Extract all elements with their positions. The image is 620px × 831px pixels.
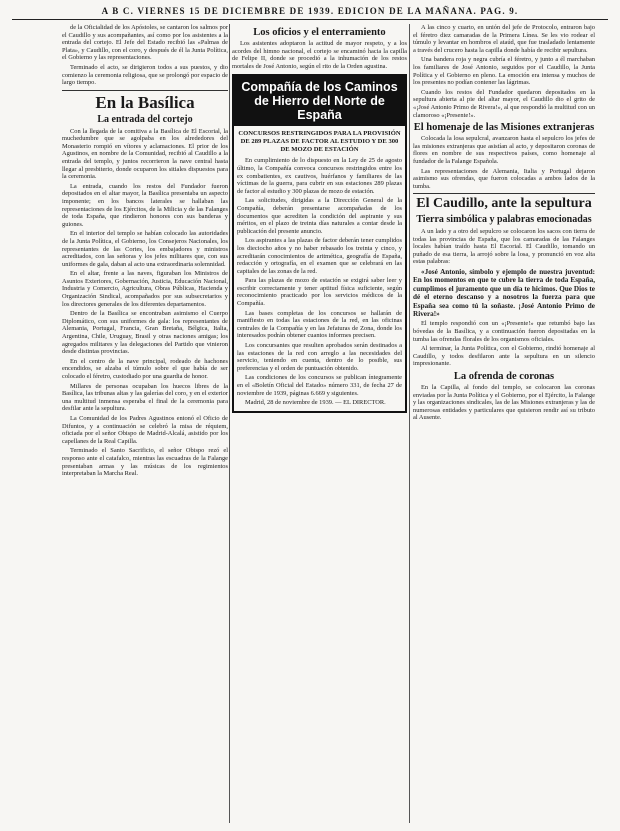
article-paragraph: Terminado el Santo Sacrificio, el señor Obispo rezó el responso ante el catafalco, mientras las escuadras de la Falange presentaban armas y las músicas de los regimientos interpretaban la Marcha Real. bbox=[62, 447, 228, 478]
advertisement-paragraph: Para las plazas de mozo de estación se exigirá saber leer y escribir correctamente y tener aptitud física suficiente, según reconocimiento practicado por los servicios médicos de la Compañía. bbox=[237, 277, 402, 308]
advertisement-paragraph: Las solicitudes, dirigidas a la Dirección General de la Compañía, deberán presentarse acompañadas de los documentos que acrediten la condición del aspirante y sus méritos, en el plazo de treinta días naturales a contar desde la publicación del presente anuncio. bbox=[237, 197, 402, 235]
advertisement-body bbox=[234, 126, 405, 410]
advertisement-paragraph: Las condiciones de los concursos se publican íntegramente en el «Boletín Oficial del Estado» número 331, de fecha 27 de noviembre de 1939, páginas 6.669 y siguientes. bbox=[237, 374, 402, 397]
advertisement-lead: CONCURSOS RESTRINGIDOS PARA LA PROVISIÓN DE 289 PLAZAS DE FACTOR AL ESTUDIO Y DE 300 DE MOZO DE ESTACIÓN bbox=[238, 130, 401, 154]
article-paragraph: Al terminar, la Junta Política, con el Gobierno, rindió homenaje al Caudillo, y todos desfilaron ante la sepultura en un silencio impresionante. bbox=[413, 345, 595, 368]
section-divider bbox=[62, 90, 228, 91]
article-paragraph: En el interior del templo se habían colocado las autoridades de la Junta Política, el Gobierno, los Consejeros Nacionales, los representantes de las Cortes, los embajadores y ministros acreditados, con las señoras y los jefes militares que, con sus uniformes de gala, daban al acto una extraordinaria solemnidad. bbox=[62, 230, 228, 268]
article-paragraph: Terminado el acto, se dirigieron todos a sus puestos, y dio comienzo la ceremonia religiosa, que se prolongó por espacio de largo tiempo. bbox=[62, 63, 228, 87]
article-paragraph: La Comunidad de los Padres Agustinos entonó el Oficio de Difuntos, y a continuación se celebró la misa de réquiem, oficiada por el señor Obispo de Madrid-Alcalá, asistido por los capellanes de la Real Capilla. bbox=[62, 414, 228, 445]
article-paragraph: En el centro de la nave principal, rodeado de hachones encendidos, se alzaba el túmulo sobre el que había de ser colocado el féretro, custodiado por una guardia de honor. bbox=[62, 357, 228, 380]
article-paragraph: A un lado y a otro del sepulcro se colocaron los sacos con tierra de todas las provincias de España, que los camaradas de las Falanges locales habían traído hasta El Escorial. El Caudillo, tomando un puñado de esa tierra, la arrojó sobre la losa, y pronunció en voz alta estas palabras: bbox=[413, 227, 595, 266]
column-left bbox=[62, 24, 228, 823]
article-paragraph: Dentro de la Basílica se encontraban asimismo el Cuerpo Diplomático, con sus uniformes de gala: los representantes de Alemania, Portugal, Francia, Gran Bretaña, Bélgica, Italia, Argentina, Chile, Uruguay, Brasil y otras naciones amigas; los agregados militares y las delegaciones del Partido que vinieron desde distintas provincias. bbox=[62, 310, 228, 356]
article-paragraph: Con la llegada de la comitiva a la Basílica de El Escorial, la muchedumbre que se agolpaba en los alrededores del Monasterio rompió en vítores y aclamaciones. El prior de los Agustinos, en nombre de la Comunidad, recibió al Caudillo a la entrada del templo, y juntos recorrieron la nave central hasta llegar al presbiterio, donde ocuparon los sitiales dispuestos para la ceremonia. bbox=[62, 127, 228, 181]
advertisement-box bbox=[232, 74, 407, 412]
section-subheading: Tierra simbólica y palabras emocionadas bbox=[416, 213, 592, 225]
article-paragraph: En la Capilla, al fondo del templo, se colocaron las coronas enviadas por la Junta Política y el Gobierno, por el Ejército, la Falange y las organizaciones sindicales, las de las Misiones extranjeras y las de numerosas entidades y particulares que quisieron rendir así su tributo al Ausente. bbox=[413, 383, 595, 422]
column-rule bbox=[229, 24, 230, 823]
article-paragraph: Cuando los restos del Fundador quedaron depositados en la sepultura abierta al pie del altar mayor, el Caudillo dio el grito de «¡José Antonio Primo de Rivera!», al que respondió la multitud con un clamoroso «¡Presente!». bbox=[413, 88, 595, 119]
article-paragraph: Las representaciones de Alemania, Italia y Portugal dejaron asimismo sus ofrendas, que fueron colocadas a ambos lados de la tumba. bbox=[413, 167, 595, 190]
section-heading: La ofrenda de coronas bbox=[453, 370, 555, 382]
advertisement-title: Compañía de los Caminos de Hierro del Norte de España bbox=[234, 76, 405, 126]
article-paragraph: Los asistentes adoptaron la actitud de mayor respeto, y a los acordes del himno nacional, el cortejo se encaminó hacia la capilla de Felipe II, donde se procedió a la inhumación de los restos mortales de José Antonio, según el rito de la Orden agustina. bbox=[232, 40, 407, 70]
article-paragraph: de la Oficialidad de los Apóstoles, se cantaron los salmos por el Caudillo y sus acompañantes, así como por los asistentes a la entrada del cortejo. El Jefe del Estado recibió las «Palmas de Plata», y Caudillo, con el coro, y después de él la Junta Política, el Gobierno y las representaciones. bbox=[62, 24, 228, 62]
column-center bbox=[232, 24, 407, 823]
article-paragraph: El templo respondió con un «¡Presente!» que retumbó bajo las bóvedas de la Basílica, y a continuación fueron depositadas en la tumba las ofrendas florales de los organismos oficiales. bbox=[413, 320, 595, 343]
advertisement-paragraph: Los concursantes que resulten aprobados serán destinados a las estaciones de la red con arreglo a las necesidades del servicio, teniendo en cuenta, dentro de lo posible, sus preferencias y el orden de puntuación obtenido. bbox=[237, 342, 402, 372]
section-subheading: La entrada del cortejo bbox=[97, 113, 193, 125]
column-rule bbox=[409, 24, 410, 823]
section-divider bbox=[413, 193, 595, 194]
advertisement-paragraph: Los aspirantes a las plazas de factor deberán tener cumplidos los dieciocho años y no haber rebasado los treinta y cinco, y acreditarán conocimientos de aritmética, geografía de España, redacción y ortografía, en el examen que se celebrará en las capitales de las zonas de la red. bbox=[237, 237, 402, 275]
column-right bbox=[413, 24, 595, 823]
section-heading: El homenaje de las Misiones extranjeras bbox=[413, 122, 595, 134]
article-paragraph: Colocada la losa sepulcral, avanzaron hasta el sepulcro los jefes de las misiones extranjeras que asistían al acto, y depositaron coronas de flores en nombre de sus respectivos países, como homenaje al fundador de la Falange Española. bbox=[413, 135, 595, 165]
article-paragraph: A las cinco y cuarto, en unión del jefe de Protocolo, entraron bajo el féretro diez camaradas de la Primera Línea. Se les vio rodear el túmulo y levantar en hombros el ataúd, que fue trasladado lentamente a través del crucero hasta la capilla donde había de recibir sepultura. bbox=[413, 24, 595, 54]
article-paragraph: La entrada, cuando los restos del Fundador fueron depositados en el altar mayor, la Basílica presentaba un aspecto imponente; en los bancos laterales se hallaban las representaciones de los Ejércitos, de la Milicia y de las Falanges de toda España, que rindieron honores con sus banderas y guiones. bbox=[62, 182, 228, 228]
page-header: A B C. VIERNES 15 DE DICIEMBRE DE 1939. EDICION DE LA MAÑANA. PAG. 9. bbox=[12, 5, 608, 20]
advertisement-paragraph: Las bases completas de los concursos se hallarán de manifiesto en todas las estaciones de la red, en las oficinas centrales de la Compañía y en las Jefaturas de Zona, donde los interesados podrán obtener cuantos informes precisen. bbox=[237, 309, 402, 340]
quoted-speech: «José Antonio, símbolo y ejemplo de nuestra juventud: En los momentos en que te cubre la tierra de toda España, cumplimos el juramento que un día te hicimos. Que Dios te dé el eterno descanso y a nosotros la fuerza para que España sea como tú la soñaste. ¡José Antonio Primo de Rivera!» bbox=[413, 267, 595, 318]
article-paragraph: Una bandera roja y negra cubría el féretro, y junto a él marchaban los familiares de José Antonio, seguidos por el Caudillo, la Junta Política y el Gobierno en pleno. La emoción era intensa y muchos de los presentes no podían contener las lágrimas. bbox=[413, 56, 595, 87]
advertisement-paragraph: En cumplimiento de lo dispuesto en la Ley de 25 de agosto último, la Compañía convoca concursos restringidos entre los ex combatientes, ex cautivos, huérfanos y familiares de las víctimas de la guerra, para cubrir en sus estaciones 289 plazas de factor al estudio y 300 plazas de mozo de estación. bbox=[237, 157, 402, 195]
section-heading: Los oficios y el enterramiento bbox=[253, 27, 386, 38]
section-heading: El Caudillo, ante la sepultura bbox=[416, 196, 592, 212]
article-paragraph: En el altar, frente a las naves, figuraban los Ministros de Asuntos Exteriores, Gobernación, Justicia, Educación Nacional, Industria y Comercio, Agricultura, Obras Públicas, Hacienda y Organización Sindical, acompañados por sus subsecretarios y los directores generales de los diferentes departamentos. bbox=[62, 270, 228, 308]
article-paragraph: Millares de personas ocupaban los huecos libres de la Basílica, las tribunas altas y las galerías del coro, y en el exterior una multitud inmensa esperaba el final de la ceremonia para desfilar ante la sepultura. bbox=[62, 382, 228, 413]
section-heading: En la Basílica bbox=[95, 92, 195, 112]
advertisement-signature: Madrid, 28 de noviembre de 1939. — EL DIRECTOR. bbox=[245, 399, 386, 407]
